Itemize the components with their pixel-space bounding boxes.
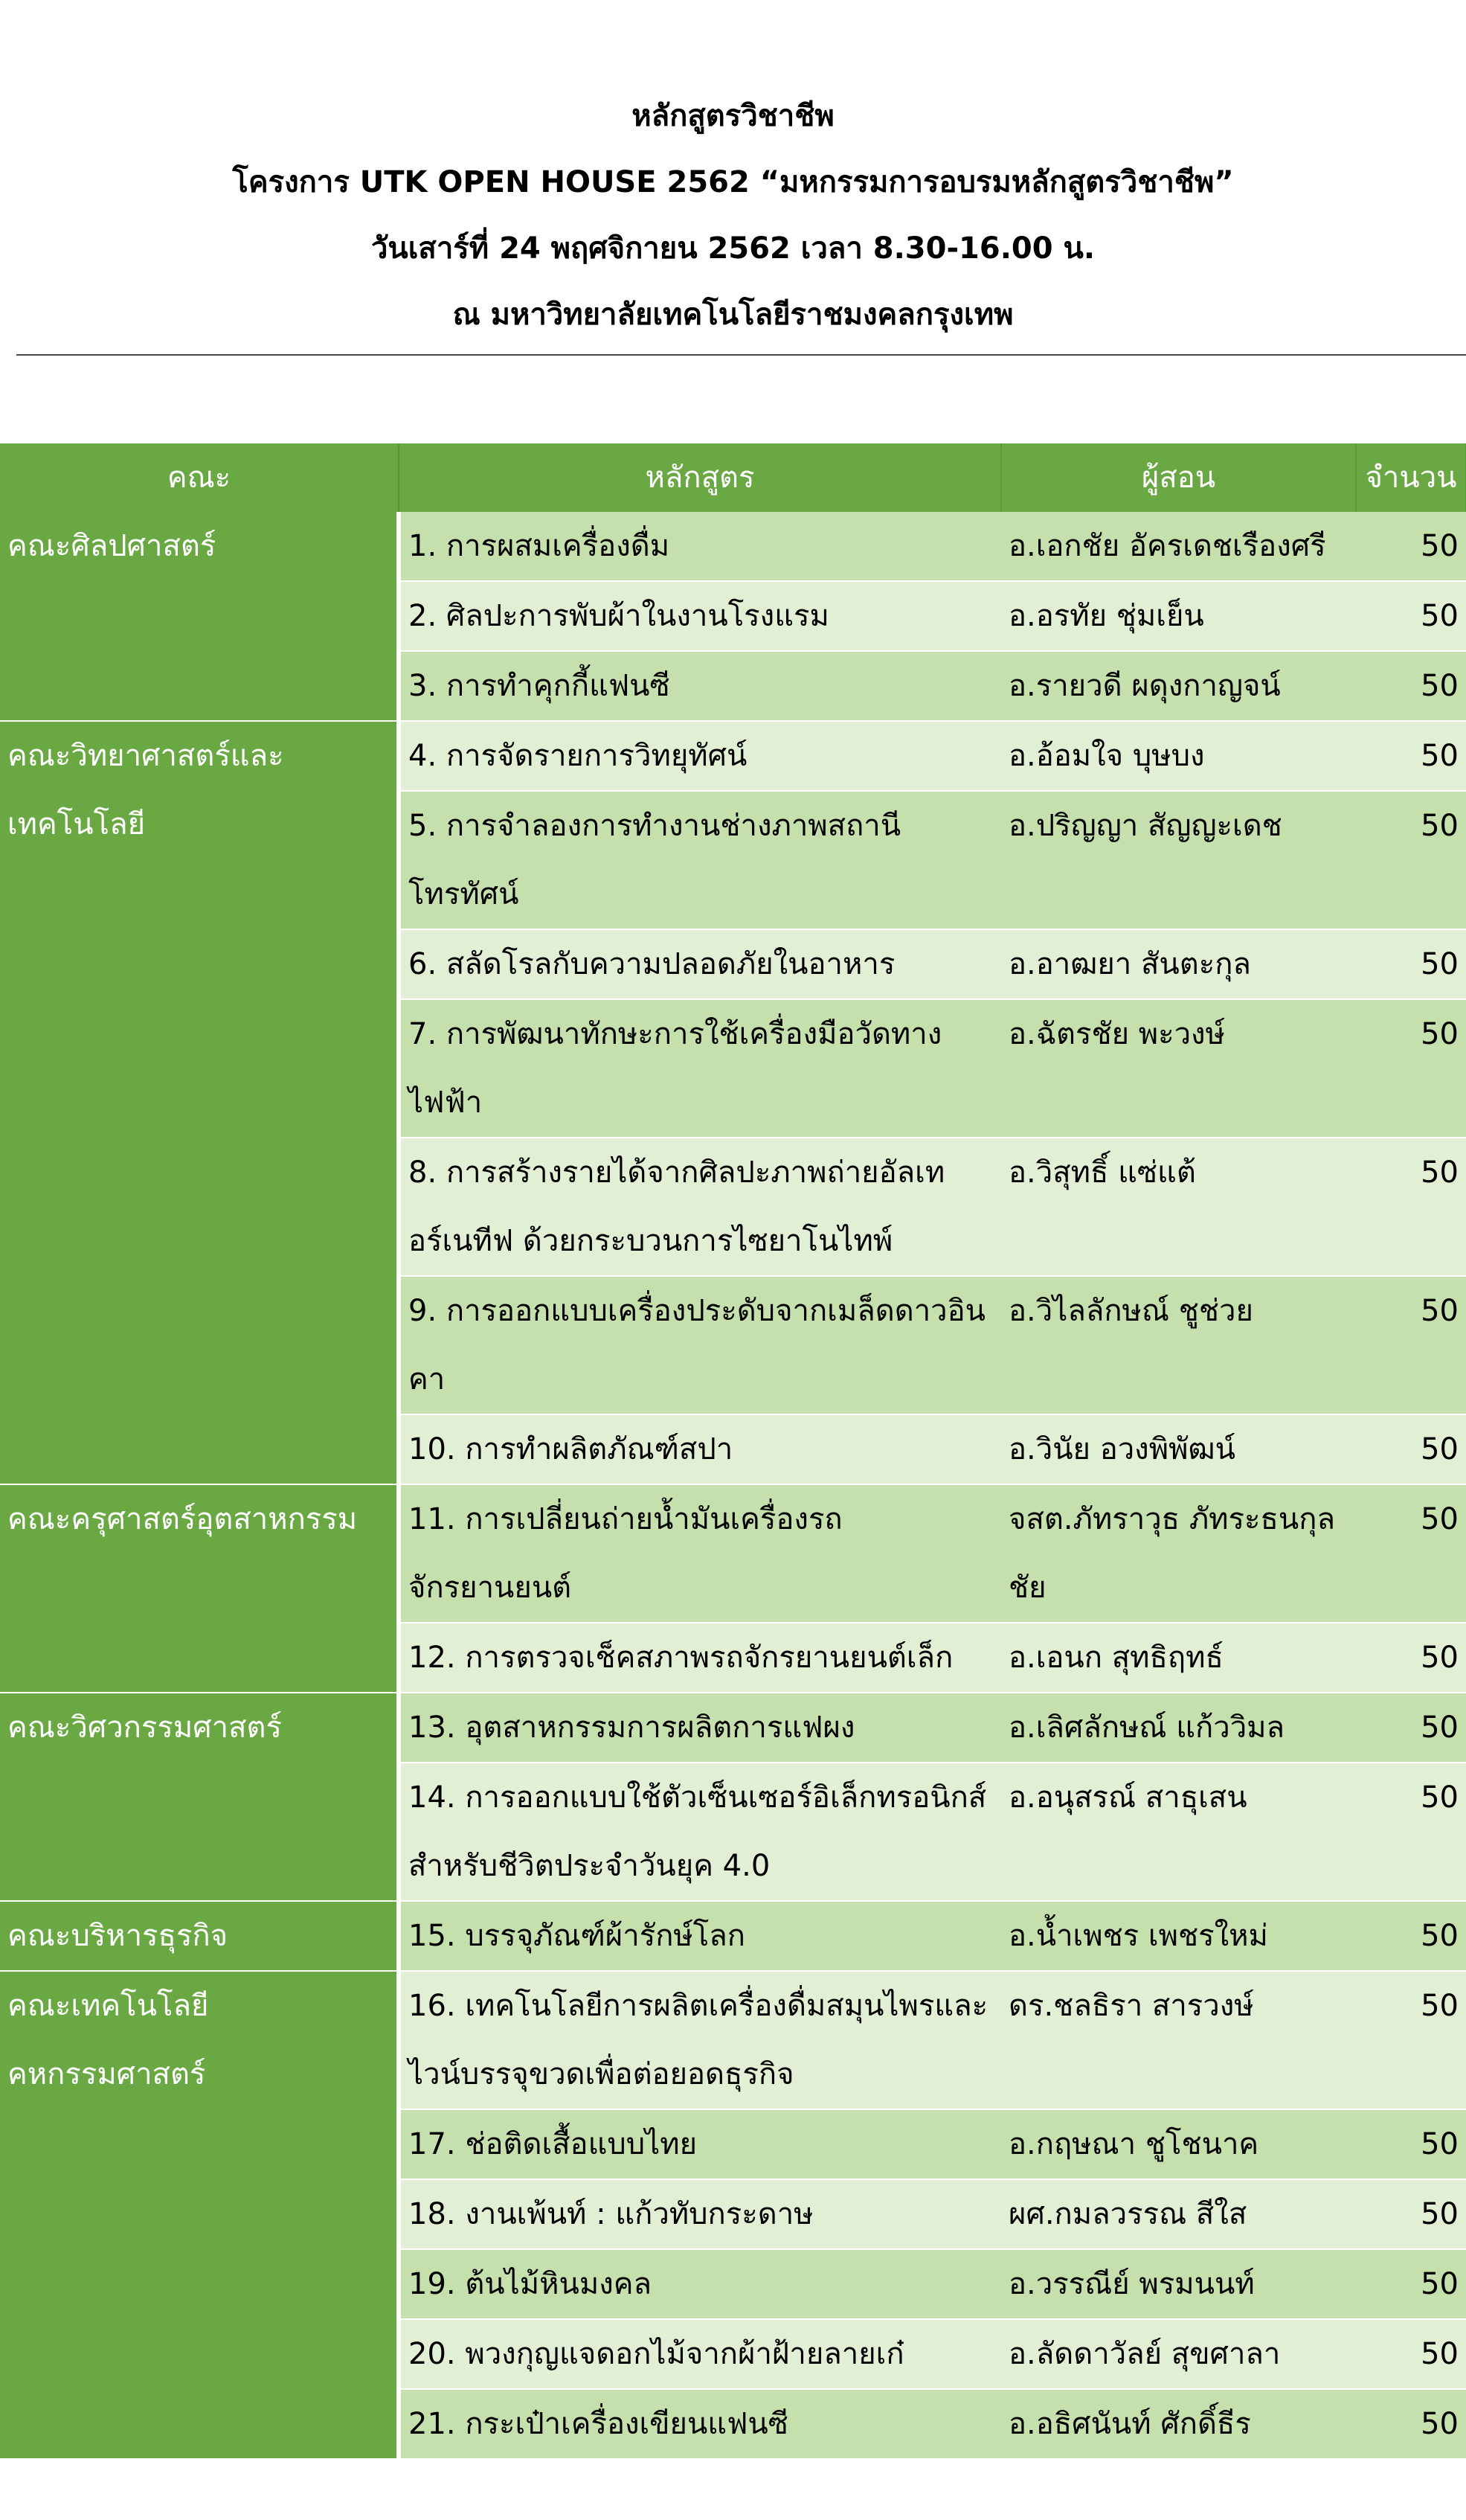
title-line-2: โครงการ UTK OPEN HOUSE 2562 “มหกรรมการอบรมหลักสูตรวิชาชีพ” xyxy=(232,165,1234,199)
count-cell: 50 xyxy=(1356,1901,1466,1971)
count-cell: 50 xyxy=(1356,2389,1466,2459)
course-cell: 2. ศิลปะการพับผ้าในงานโรงแรม xyxy=(399,581,1001,651)
count-cell: 50 xyxy=(1356,1276,1466,1414)
teacher-cell: อ.อ้อมใจ บุษบง xyxy=(1001,721,1356,791)
teacher-cell: อ.รายวดี ผดุงกาญจน์ xyxy=(1001,651,1356,721)
count-cell: 50 xyxy=(1356,2179,1466,2249)
course-table xyxy=(0,443,1466,2460)
teacher-cell: อ.ปริญญา สัญญะเดช xyxy=(1001,791,1356,929)
faculty-cell: คณะบริหารธุรกิจ xyxy=(0,1901,399,1971)
course-cell: 20. พวงกุญแจดอกไม้จากผ้าฝ้ายลายเก๋ xyxy=(399,2319,1001,2389)
teacher-cell: อ.เอนก สุทธิฤทธ์ xyxy=(1001,1623,1356,1693)
count-cell: 50 xyxy=(1356,929,1466,999)
count-cell: 50 xyxy=(1356,1484,1466,1623)
course-cell: 12. การตรวจเช็คสภาพรถจักรยานยนต์เล็ก xyxy=(399,1623,1001,1693)
count-cell: 50 xyxy=(1356,1971,1466,2109)
course-cell: 9. การออกแบบเครื่องประดับจากเมล็ดดาวอินคา xyxy=(399,1276,1001,1414)
teacher-cell: อ.อนุสรณ์ สาธุเสน xyxy=(1001,1763,1356,1901)
table-row xyxy=(0,1693,1466,1763)
teacher-cell: ผศ.กมลวรรณ สีใส xyxy=(1001,2179,1356,2249)
teacher-cell: อ.กฤษณา ชูโชนาค xyxy=(1001,2109,1356,2179)
table-row xyxy=(0,1971,1466,2109)
count-cell: 50 xyxy=(1356,999,1466,1138)
faculty-cell: คณะวิทยาศาสตร์และเทคโนโลยี xyxy=(0,721,399,1484)
teacher-cell: อ.ฉัตรชัย พะวงษ์ xyxy=(1001,999,1356,1138)
course-cell: 15. บรรจุภัณฑ์ผ้ารักษ์โลก xyxy=(399,1901,1001,1971)
table-row xyxy=(0,721,1466,791)
course-cell: 21. กระเป๋าเครื่องเขียนแฟนซี xyxy=(399,2389,1001,2459)
course-cell: 17. ช่อติดเสื้อแบบไทย xyxy=(399,2109,1001,2179)
teacher-cell: ดร.ชลธิรา สารวงษ์ xyxy=(1001,1971,1356,2109)
teacher-cell: อ.วินัย อวงพิพัฒน์ xyxy=(1001,1414,1356,1484)
title-line-1: หลักสูตรวิชาชีพ xyxy=(631,99,835,133)
course-cell: 3. การทำคุกกี้แฟนซี xyxy=(399,651,1001,721)
count-cell: 50 xyxy=(1356,1414,1466,1484)
course-cell: 5. การจำลองการทำงานช่างภาพสถานีโทรทัศน์ xyxy=(399,791,1001,929)
course-cell: 6. สลัดโรลกับความปลอดภัยในอาหาร xyxy=(399,929,1001,999)
teacher-cell: อ.อาฒยา สันตะกุล xyxy=(1001,929,1356,999)
teacher-cell: อ.วิไลลักษณ์ ชูช่วย xyxy=(1001,1276,1356,1414)
teacher-cell: อ.ลัดดาวัลย์ สุขศาลา xyxy=(1001,2319,1356,2389)
teacher-cell: อ.น้ำเพชร เพชรใหม่ xyxy=(1001,1901,1356,1971)
course-cell: 8. การสร้างรายได้จากศิลปะภาพถ่ายอัลเทอร์เนทีฟ ด้วยกระบวนการไซยาโนไทพ์ xyxy=(399,1138,1001,1276)
teacher-cell: อ.เอกชัย อัครเดชเรืองศรี xyxy=(1001,512,1356,581)
teacher-cell: อ.เลิศลักษณ์ แก้ววิมล xyxy=(1001,1693,1356,1763)
table-row xyxy=(0,1484,1466,1623)
title-line-3: วันเสาร์ที่ 24 พฤศจิกายน 2562 เวลา 8.30-16.00 น. xyxy=(370,231,1096,266)
teacher-cell: อ.อรทัย ชุ่มเย็น xyxy=(1001,581,1356,651)
count-cell: 50 xyxy=(1356,2319,1466,2389)
teacher-cell: อ.วิสุทธิ์ แซ่แต้ xyxy=(1001,1138,1356,1276)
faculty-cell: คณะเทคโนโลยีคหกรรมศาสตร์ xyxy=(0,1971,399,2459)
course-cell: 10. การทำผลิตภัณฑ์สปา xyxy=(399,1414,1001,1484)
course-cell: 16. เทคโนโลยีการผลิตเครื่องดื่มสมุนไพรและไวน์บรรจุขวดเพื่อต่อยอดธุรกิจ xyxy=(399,1971,1001,2109)
count-cell: 50 xyxy=(1356,1138,1466,1276)
title-line-4: ณ มหาวิทยาลัยเทคโนโลยีราชมงคลกรุงเทพ xyxy=(452,298,1014,332)
course-cell: 1. การผสมเครื่องดื่ม xyxy=(399,512,1001,581)
header-count: จำนวน xyxy=(1356,443,1466,512)
count-cell: 50 xyxy=(1356,2249,1466,2319)
course-cell: 4. การจัดรายการวิทยุทัศน์ xyxy=(399,721,1001,791)
count-cell: 50 xyxy=(1356,1693,1466,1763)
teacher-cell: อ.อธิศนันท์ ศักดิ์ธีร xyxy=(1001,2389,1356,2459)
table-header-row xyxy=(0,443,1466,512)
count-cell: 50 xyxy=(1356,1623,1466,1693)
header-faculty: คณะ xyxy=(0,443,399,512)
course-cell: 11. การเปลี่ยนถ่ายน้ำมันเครื่องรถจักรยานยนต์ xyxy=(399,1484,1001,1623)
course-cell: 7. การพัฒนาทักษะการใช้เครื่องมือวัดทางไฟฟ้า xyxy=(399,999,1001,1138)
count-cell: 50 xyxy=(1356,512,1466,581)
header-divider xyxy=(16,354,1466,356)
table-row xyxy=(0,512,1466,581)
course-cell: 13. อุตสาหกรรมการผลิตการแฟผง xyxy=(399,1693,1001,1763)
course-cell: 18. งานเพ้นท์ : แก้วทับกระดาษ xyxy=(399,2179,1001,2249)
table-body xyxy=(0,512,1466,2459)
course-cell: 14. การออกแบบใช้ตัวเซ็นเซอร์อิเล็กทรอนิกส์สำหรับชีวิตประจำวันยุค 4.0 xyxy=(399,1763,1001,1901)
teacher-cell: อ.วรรณีย์ พรมนนท์ xyxy=(1001,2249,1356,2319)
table-row xyxy=(0,1901,1466,1971)
faculty-cell: คณะศิลปศาสตร์ xyxy=(0,512,399,721)
header-teacher: ผู้สอน xyxy=(1001,443,1356,512)
teacher-cell: จสต.ภัทราวุธ ภัทระธนกุลชัย xyxy=(1001,1484,1356,1623)
count-cell: 50 xyxy=(1356,581,1466,651)
count-cell: 50 xyxy=(1356,791,1466,929)
header-course: หลักสูตร xyxy=(399,443,1001,512)
count-cell: 50 xyxy=(1356,721,1466,791)
faculty-cell: คณะวิศวกรรมศาสตร์ xyxy=(0,1693,399,1901)
course-cell: 19. ต้นไม้หินมงคล xyxy=(399,2249,1001,2319)
count-cell: 50 xyxy=(1356,651,1466,721)
faculty-cell: คณะครุศาสตร์อุตสาหกรรม xyxy=(0,1484,399,1693)
count-cell: 50 xyxy=(1356,2109,1466,2179)
count-cell: 50 xyxy=(1356,1763,1466,1901)
